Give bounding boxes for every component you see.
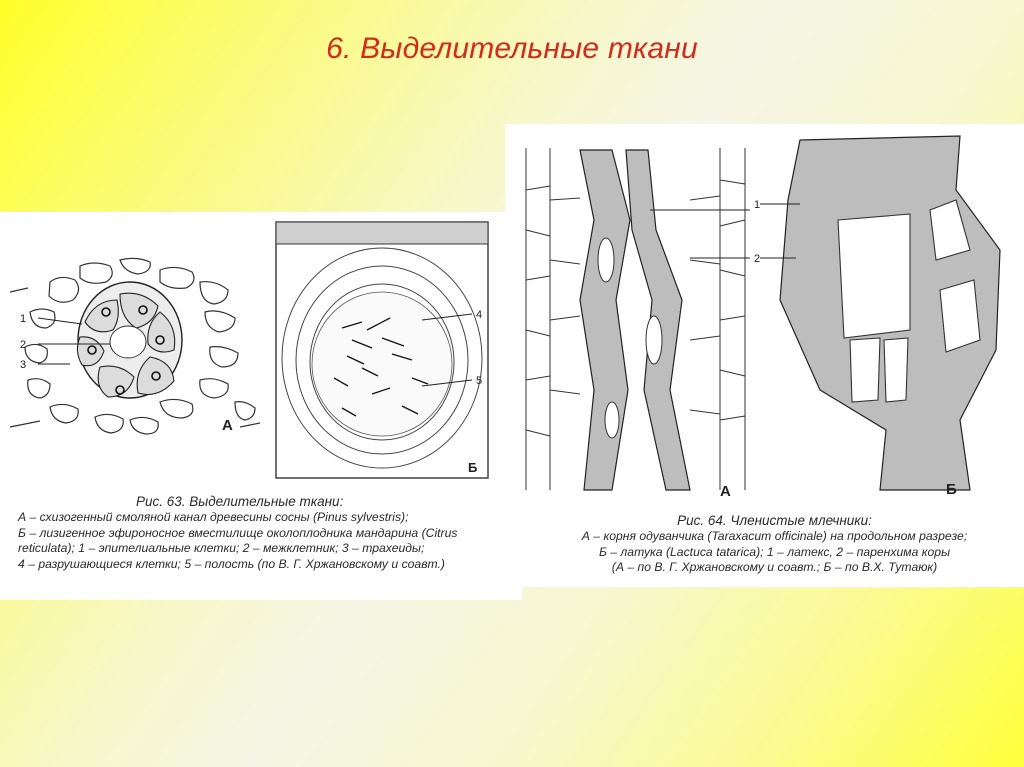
figure-63-caption-line: Б – лизигенное эфироносное вместилище околоплодника мандарина (Citrus [18,525,458,540]
figure-63-caption-line: А – схизогенный смоляной канал древесины сосны (Pinus sylvestris); [18,510,409,525]
figure-63-caption-line: 4 – разрушающиеся клетки; 5 – полость (по В. Г. Хржановскому и соавт.) [18,556,445,571]
figure-64-caption-line: А – корня одуванчика (Taraxacum officinale) на продольном разрезе; [581,529,968,544]
figure-63b-label: Б [468,460,478,475]
figure-64-caption [527,513,1022,576]
figure-64b-label: Б [946,481,957,498]
figure-64a-laticifer-drawing [520,140,760,500]
figure-64a-label: А [720,483,731,500]
figure-63a-resin-canal-drawing [10,252,260,442]
figure-64-caption-line: Б – латука (Lactuca tatarica); 1 – латекс, 2 – паренхима коры [598,544,951,559]
figure-63-caption-title: Рис. 63. Выделительные ткани: [136,494,344,509]
figure-64-callout-1: 1 [754,199,761,211]
figure-63a-callout-3: 3 [20,359,27,371]
figure-63-caption [18,494,518,572]
figure-63a-callout-1: 1 [20,313,27,325]
figure-63-caption-line: reticulata); 1 – эпителиальные клетки; 2 – межклетник; 3 – трахеиды; [18,541,425,556]
figure-63b-callout-5: 5 [476,375,483,387]
figure-64-caption-line: (А – по В. Г. Хржановскому и соавт.; Б – по В.Х. Тутаюк) [611,560,938,575]
figure-63a-label: А [222,417,233,434]
figure-63a-callout-2: 2 [20,339,27,351]
figure-64-callout-2: 2 [754,253,761,265]
figure-63b-callout-4: 4 [476,309,483,321]
slide-title: 6. Выделительные ткани [326,32,698,65]
figure-64b-laticifer-drawing [754,130,1020,500]
figure-64-caption-title: Рис. 64. Членистые млечники: [677,513,872,528]
figure-63b-oil-receptacle-drawing [272,218,512,488]
